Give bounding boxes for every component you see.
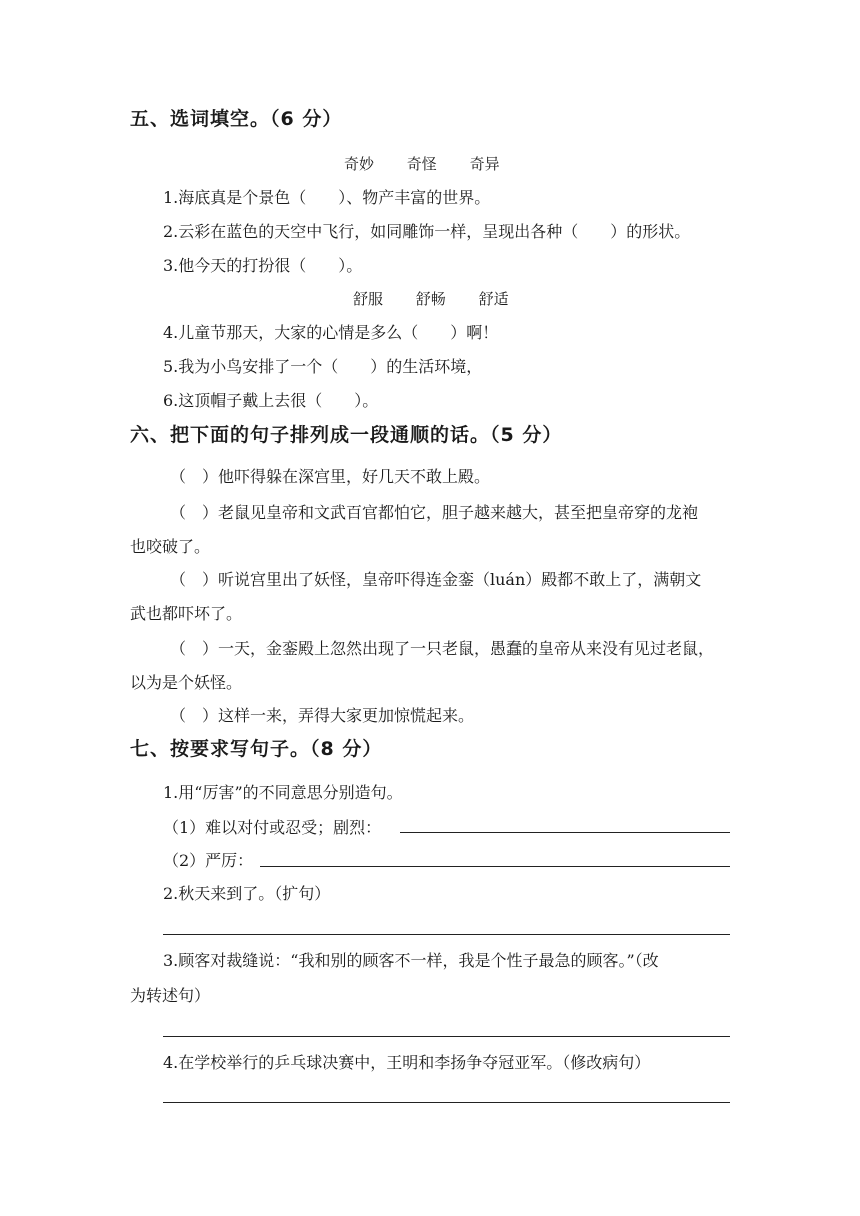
word-option: 奇异 [469,155,500,173]
question-3-line1: 3.顾客对裁缝说：“我和别的顾客不一样，我是个性子最急的顾客。”（改 [163,951,659,970]
order-sentence-cont: 也咬破了。 [130,537,211,556]
order-sentence: （ ）他吓得躲在深宫里，好几天不敢上殿。 [170,467,491,486]
word-option: 舒畅 [415,290,446,308]
word-option: 奇怪 [406,155,437,173]
question-1a-label: （1）难以对付或忍受；剧烈： [163,818,382,837]
question-3-line2: 为转述句） [130,986,211,1005]
question-4: 4.在学校举行的乒乓球决赛中，王明和李扬争夺冠亚军。（修改病句） [163,1053,651,1072]
order-sentence: （ ）这样一来，弄得大家更加惊慌起来。 [170,706,475,725]
order-sentence: （ ）一天，金銮殿上忽然出现了一只老鼠，愚蠢的皇帝从来没有见过老鼠， [170,639,715,658]
order-sentence-cont: 以为是个妖怪。 [130,673,243,692]
answer-line-3[interactable] [163,1036,730,1037]
answer-line-2[interactable] [163,934,730,935]
fill-item: 6.这顶帽子戴上去很（ ）。 [163,391,379,410]
fill-item: 2.云彩在蓝色的天空中飞行，如同雕饰一样，呈现出各种（ ）的形状。 [163,222,691,241]
fill-item: 1.海底真是个景色（ ）、物产丰富的世界。 [163,188,491,207]
answer-line-1a[interactable] [400,832,730,833]
question-1: 1.用“厉害”的不同意思分别造句。 [163,783,403,802]
question-2: 2.秋天来到了。（扩句） [163,884,331,903]
answer-line-1b[interactable] [260,866,730,867]
order-sentence-cont: 武也都吓坏了。 [130,604,243,623]
fill-item: 5.我为小鸟安排了一个（ ）的生活环境， [163,357,483,376]
word-option: 奇妙 [344,155,375,173]
fill-item: 4.儿童节那天，大家的心情是多么（ ）啊！ [163,323,499,342]
word-option: 舒适 [478,290,509,308]
fill-item: 3.他今天的打扮很（ ）。 [163,256,363,275]
order-sentence: （ ）听说宫里出了妖怪，皇帝吓得连金銮（luán）殿都不敢上了，满朝文 [170,570,702,589]
word-option: 舒服 [353,290,384,308]
section-7-heading: 七、按要求写句子。（8 分） [130,738,383,760]
answer-line-4[interactable] [163,1102,730,1103]
question-1b-label: （2）严厉： [163,851,254,870]
word-bank-2 [339,288,523,310]
section-5-heading: 五、选词填空。（6 分） [130,108,343,130]
word-bank-1 [330,153,514,175]
section-6-heading: 六、把下面的句子排列成一段通顺的话。（5 分） [130,424,563,446]
order-sentence: （ ）老鼠见皇帝和文武百官都怕它，胆子越来越大，甚至把皇帝穿的龙袍 [170,503,699,522]
